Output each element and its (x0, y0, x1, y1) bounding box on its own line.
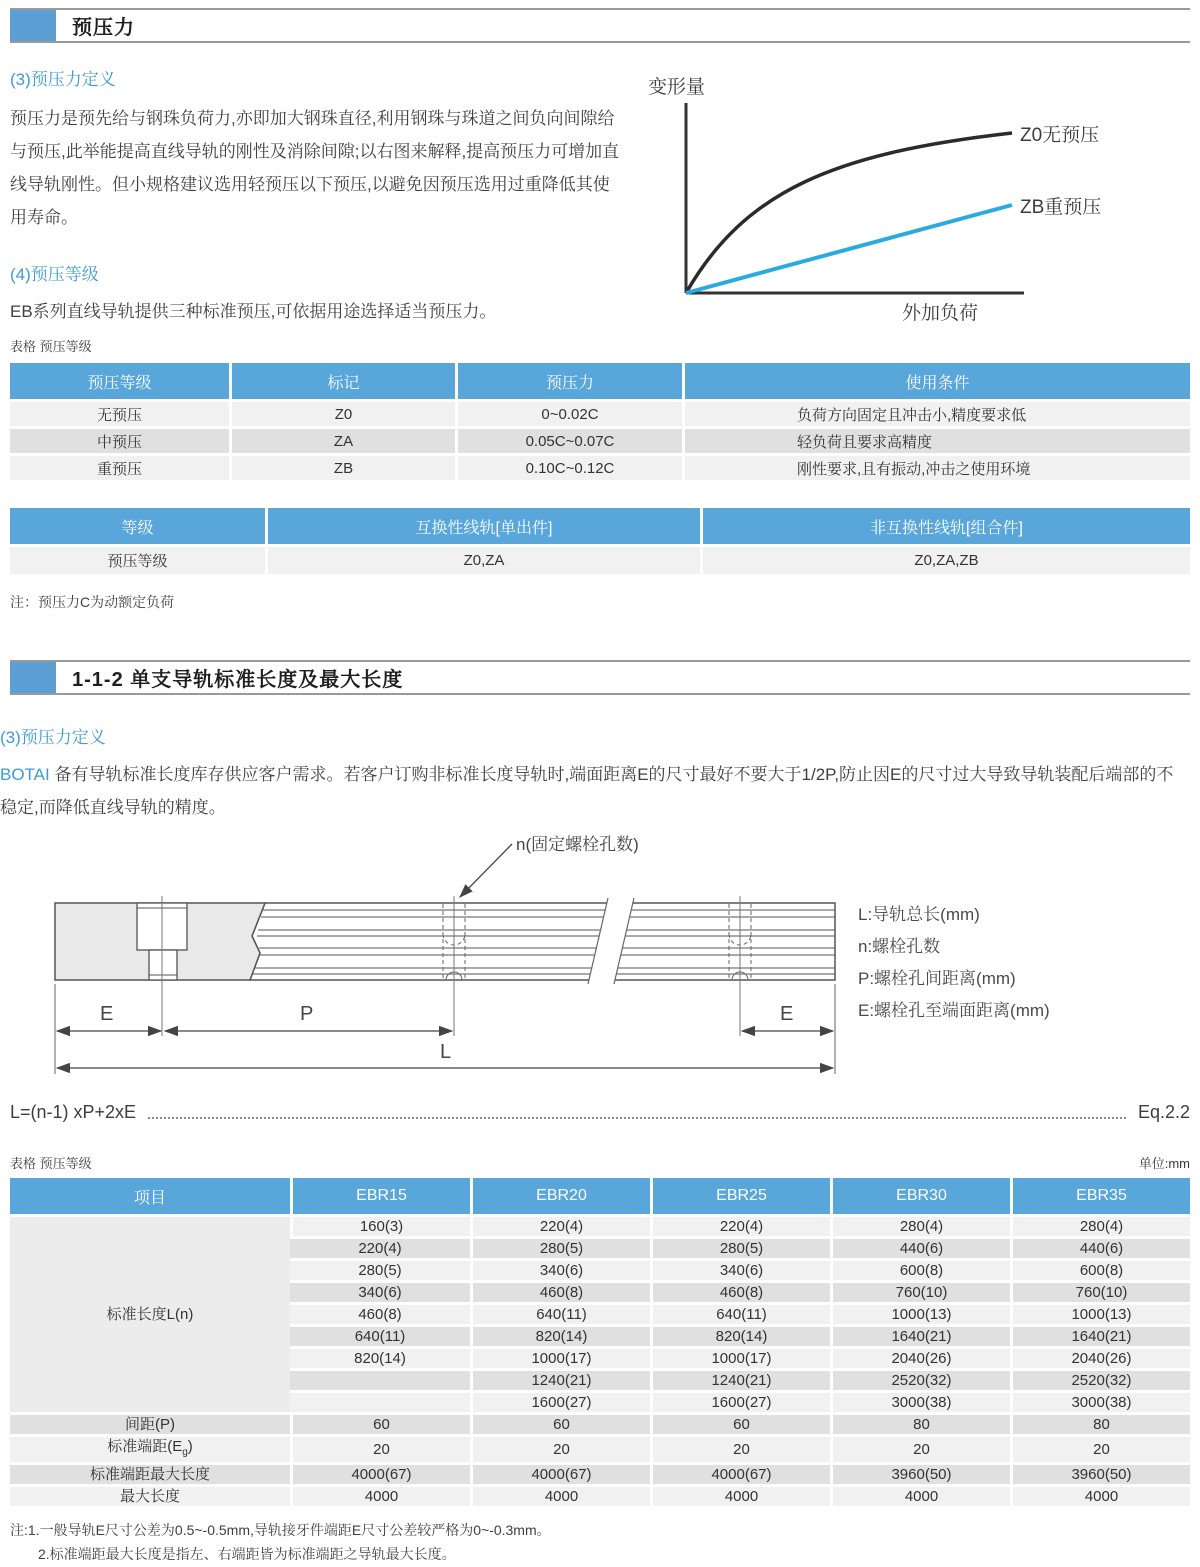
cell: 2040(26) (1010, 1346, 1190, 1368)
cell: 中预压 (10, 426, 229, 453)
table-row (10, 399, 1190, 426)
series-z0-label: Z0无预压 (1020, 125, 1100, 146)
cell: 1600(27) (470, 1390, 650, 1412)
x-axis-label: 外加负荷 (902, 303, 979, 324)
cell: 1000(17) (650, 1346, 830, 1368)
table-row (10, 1462, 1190, 1484)
legend-line-l: L:导轨总长(mm) (858, 905, 980, 924)
column-header: 项目 (10, 1178, 290, 1214)
rail-dimension-diagram (0, 826, 1200, 1088)
column-header: 互换性线轨[单出件] (265, 508, 700, 544)
cell: 600(8) (830, 1258, 1010, 1280)
table-row (10, 1434, 1190, 1462)
table-caption-preload: 表格 预压等级 (10, 339, 92, 354)
table-row (10, 453, 1190, 480)
length-table-caption-row (10, 1153, 1190, 1172)
cell: 280(5) (650, 1236, 830, 1258)
footnote-2: 2.标准端距最大长度是指左、右端距皆为标准端距之导轨最大长度。 (38, 1546, 456, 1562)
cell: 20 (470, 1434, 650, 1462)
cell: Z0 (229, 399, 455, 426)
cell: 20 (290, 1434, 470, 1462)
series-zb-line (686, 205, 1012, 293)
subheading-preload-grade: (4)预压等级 (10, 265, 99, 284)
cell: 340(6) (650, 1258, 830, 1280)
cell: Z0,ZA,ZB (700, 544, 1190, 574)
cell: 440(6) (1010, 1236, 1190, 1258)
cell: 600(8) (1010, 1258, 1190, 1280)
cell: 280(5) (290, 1258, 470, 1280)
header-row (10, 1178, 1190, 1214)
cell: 460(8) (470, 1280, 650, 1302)
callout-leader-line (460, 844, 512, 897)
cell: 220(4) (470, 1214, 650, 1236)
cell: 640(11) (470, 1302, 650, 1324)
cell: 3000(38) (1010, 1390, 1190, 1412)
dim-label-e2: E (780, 1003, 794, 1025)
cell: 刚性要求,且有振动,冲击之使用环境 (682, 453, 1190, 480)
cell: 1640(21) (830, 1324, 1010, 1346)
row-label: 间距(P) (10, 1412, 290, 1434)
cell: 60 (470, 1412, 650, 1434)
column-header: EBR30 (830, 1178, 1010, 1214)
column-header: 使用条件 (682, 363, 1190, 399)
cell: 3960(50) (1010, 1462, 1190, 1484)
section-header-preload (10, 8, 1190, 43)
cell: 60 (650, 1412, 830, 1434)
column-header: 预压力 (455, 363, 682, 399)
cell: 4000(67) (290, 1462, 470, 1484)
cell: 760(10) (1010, 1280, 1190, 1302)
table-row (10, 1412, 1190, 1434)
cell: 0.10C~0.12C (455, 453, 682, 480)
legend-line-p: P:螺栓孔间距离(mm) (858, 969, 1016, 988)
standard-length-paragraph (0, 758, 1180, 824)
column-header: 预压等级 (10, 363, 229, 399)
deformation-chart (620, 65, 1190, 332)
row-label: 标准端距$(E_g)$ (10, 1434, 290, 1462)
dim-label-l: L (440, 1041, 452, 1063)
cell: 预压等级 (10, 544, 265, 574)
cell: 0.05C~0.07C (455, 426, 682, 453)
cell: 无预压 (10, 399, 229, 426)
section-accent-block (10, 662, 56, 693)
subheading-definition-2: (3)预压力定义 (0, 728, 106, 747)
section-accent-block (10, 10, 56, 41)
cell: 760(10) (830, 1280, 1010, 1302)
cell: ZB (229, 453, 455, 480)
cell: 20 (1010, 1434, 1190, 1462)
table-row (10, 426, 1190, 453)
formula-tag: Eq.2.2 (1137, 1102, 1190, 1122)
cell: 1600(27) (650, 1390, 830, 1412)
brand-name: BOTAI (0, 765, 50, 784)
row-group-label: 标准长度L(n) (10, 1214, 290, 1412)
row-label: 最大长度 (10, 1484, 290, 1506)
cell: 440(6) (830, 1236, 1010, 1258)
cell: 重预压 (10, 453, 229, 480)
cell: 1640(21) (1010, 1324, 1190, 1346)
cell: 20 (650, 1434, 830, 1462)
cell: 4000 (650, 1484, 830, 1506)
series-zb-label: ZB重预压 (1020, 197, 1102, 218)
dim-label-e1: E (100, 1003, 114, 1025)
cell: 2520(32) (830, 1368, 1010, 1390)
cell: 4000 (470, 1484, 650, 1506)
cell: 80 (830, 1412, 1010, 1434)
standard-length-table (10, 1178, 1190, 1506)
legend-line-e: E:螺栓孔至端面距离(mm) (858, 1001, 1050, 1020)
column-header: EBR25 (650, 1178, 830, 1214)
cell: 640(11) (650, 1302, 830, 1324)
cell: 1240(21) (470, 1368, 650, 1390)
table-row (10, 1214, 1190, 1236)
cell: 160(3) (290, 1214, 470, 1236)
cell: 220(4) (650, 1214, 830, 1236)
bolt-hole-callout-label: n(固定螺栓孔数) (516, 835, 639, 854)
cell: 2520(32) (1010, 1368, 1190, 1390)
cell: 220(4) (290, 1236, 470, 1258)
standard-length-text: 备有导轨标准长度库存供应客户需求。若客户订购非标准长度导轨时,端面距离E的尺寸最好不要大于1/2P,防止因E的尺寸过大导致导轨装配后端部的不稳定,而降低直线导轨的精度。 (0, 765, 1174, 817)
cell: 轻负荷且要求高精度 (682, 426, 1190, 453)
subheading-preload-definition: (3)预压力定义 (10, 70, 116, 89)
length-formula-row (10, 1102, 1190, 1123)
formula-expression: L=(n-1) xP+2xE (10, 1102, 137, 1122)
cell: 340(6) (290, 1280, 470, 1302)
interchangeability-table (10, 508, 1190, 574)
column-header: 非互换性线轨[组合件] (700, 508, 1190, 544)
header-row (10, 508, 1190, 544)
cell: 1000(17) (470, 1346, 650, 1368)
cell: 80 (1010, 1412, 1190, 1434)
cell: 280(4) (1010, 1214, 1190, 1236)
table-row (10, 544, 1190, 574)
cell: ZA (229, 426, 455, 453)
footnote-1: 注:1.一般导轨E尺寸公差为0.5~-0.5mm,导轨接牙件端距E尺寸公差较严格为0~-0.3mm。 (10, 1522, 551, 1538)
preload-definition-paragraph: 预压力是预先给与钢珠负荷力,亦即加大钢珠直径,利用钢珠与珠道之间负向间隙给与预压,此举能提高直线导轨的刚性及消除间隙;以右图来解释,提高预压力可增加直线导轨刚性。但小规格建议选用轻预压以下预压,以避免因预压选用过重降低其使用寿命。 (10, 109, 620, 227)
cell: 4000 (830, 1484, 1010, 1506)
cell: 1000(13) (830, 1302, 1010, 1324)
cell: 负荷方向固定且冲击小,精度要求低 (682, 399, 1190, 426)
cell: 820(14) (650, 1324, 830, 1346)
column-header: 等级 (10, 508, 265, 544)
intro-area (10, 65, 1190, 332)
cell: 3960(50) (830, 1462, 1010, 1484)
dotted-leader (148, 1106, 1126, 1119)
cell: 460(8) (290, 1302, 470, 1324)
intro-text-column (10, 65, 620, 332)
row-label: 标准端距最大长度 (10, 1462, 290, 1484)
cell: 60 (290, 1412, 470, 1434)
cell: 3000(38) (830, 1390, 1010, 1412)
preload-grade-table (10, 363, 1190, 480)
section-title: 预压力 (72, 17, 135, 39)
column-header: EBR15 (290, 1178, 470, 1214)
section-header-rail-length (10, 660, 1190, 695)
cell: 0~0.02C (455, 399, 682, 426)
unit-label: 单位:mm (1138, 1156, 1190, 1171)
dim-label-p: P (300, 1003, 314, 1025)
series-z0-curve (686, 133, 1012, 293)
deformation-load-chart (620, 65, 1190, 327)
cell (290, 1368, 470, 1390)
column-header: EBR35 (1010, 1178, 1190, 1214)
note-dynamic-load: 注：预压力C为动额定负荷 (10, 594, 175, 610)
cell: 4000(67) (470, 1462, 650, 1484)
cell: 820(14) (290, 1346, 470, 1368)
cell: 4000 (290, 1484, 470, 1506)
column-header: 标记 (229, 363, 455, 399)
cell: 4000(67) (650, 1462, 830, 1484)
cell: 1240(21) (650, 1368, 830, 1390)
column-header: EBR20 (470, 1178, 650, 1214)
cell (290, 1390, 470, 1412)
cell: 4000 (1010, 1484, 1190, 1506)
preload-grade-paragraph: EB系列直线导轨提供三种标准预压,可依据用途选择适当预压力。 (10, 302, 497, 321)
cell: 2040(26) (830, 1346, 1010, 1368)
table-caption-length: 表格 预压等级 (10, 1156, 92, 1171)
table-row (10, 1484, 1190, 1506)
cell: 20 (830, 1434, 1010, 1462)
cell: 280(5) (470, 1236, 650, 1258)
legend-line-n: n:螺栓孔数 (858, 937, 941, 956)
y-axis-label: 变形量 (648, 77, 706, 98)
section-title: 1-1-2 单支导轨标准长度及最大长度 (72, 669, 404, 691)
cell: 820(14) (470, 1324, 650, 1346)
cell: 1000(13) (1010, 1302, 1190, 1324)
cell: 640(11) (290, 1324, 470, 1346)
cell: 280(4) (830, 1214, 1010, 1236)
cell: Z0,ZA (265, 544, 700, 574)
header-row (10, 363, 1190, 399)
cell: 340(6) (470, 1258, 650, 1280)
cell: 460(8) (650, 1280, 830, 1302)
